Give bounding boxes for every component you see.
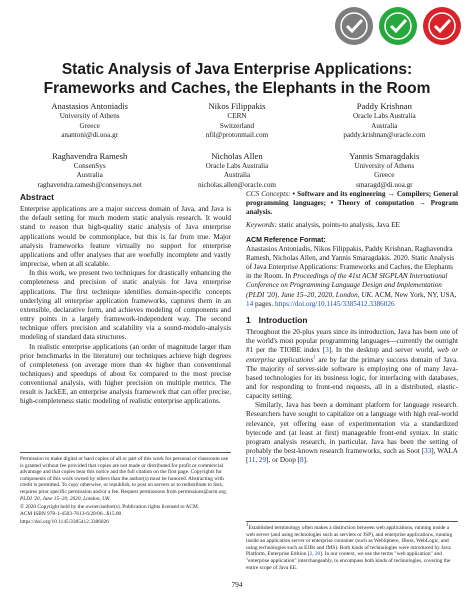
footnote-number: 1	[246, 523, 249, 529]
ccs-concepts	[246, 190, 458, 217]
citation-link[interactable]: 20	[314, 551, 321, 558]
author-5	[165, 151, 308, 191]
author-4	[18, 151, 161, 191]
author-name: Nicholas Allen	[211, 150, 263, 161]
copyright-block	[20, 452, 231, 526]
author-country: Australia	[76, 171, 103, 180]
abstract-paragraph-2: In this work, we present two techniques for drastically enhancing the completeness and precision of static analysis for Java enterprise applications. The first technique identifies domain-specific concepts underlying all enterprise application frameworks, captures them in an extensible, declarative form, and achieves modeling of components and entry points in a largely framework-independent way. The second technique offers precision and scalability via a sound-modulo-analysis modeling of standard data structures.	[20, 269, 231, 342]
ccs-text: • Software and its engineering → Compilers; General programming languages; • Theory of computation → Program analysis.	[246, 190, 459, 217]
intro-text: are by far the primary success domain of Java. The majority of server-side software is employing one of many Java-based technologies for its business logic, for interfacing with databases, and for responding to front-end requests, all in a distributed, elastic-capacity setting.	[246, 355, 458, 401]
citation-link[interactable]: 11	[248, 456, 256, 465]
abstract-paragraph-1: Enterprise applications are a major success domain of Java, and Java is the default setting for much modern static analysis research. It would stand to reason that high-quality static analysis of Java enterprise applications would be commonplace, but this is far from true. Major analysis frameworks feature virtually no support for enterprise applications and offer analyses that are woefully incomplete and vastly imprecise, when at all scalable.	[20, 205, 231, 269]
author-affiliation: University of Athens	[59, 112, 120, 120]
author-1	[18, 101, 161, 141]
left-column	[20, 193, 231, 407]
conference-venue: PLDI '20, June 15–20, 2020, London, UK	[20, 496, 110, 503]
author-affiliation: ConsenSys	[73, 161, 106, 170]
introduction-heading	[246, 316, 458, 325]
author-3	[313, 101, 456, 141]
author-email[interactable]: anantoni@di.uoa.gr	[61, 131, 119, 140]
reference-proceedings: Proceedings of the 41st ACM SIGPLAN International Conference on Programming Language Design and Implementation (PLDI '20), June 15–20, 2020, London, UK.	[246, 272, 448, 299]
reference-format	[246, 245, 458, 309]
citation-link[interactable]: 29	[258, 456, 267, 465]
author-2	[165, 101, 308, 141]
ccs-label: CCS Concepts:	[246, 190, 291, 198]
reference-pages-word: pages.	[254, 299, 274, 308]
artifact-badges	[334, 6, 462, 46]
artifact-badge-grey-icon	[334, 6, 374, 46]
introduction-section	[246, 316, 458, 466]
permission-notice: Permission to make digital or hard copies of all or part of this work for personal or classroom use is granted without fee provided that copies are not made or distributed for profit or commercial advantage and that copies bear this notice and the full citation on the first page. Copyrights for components of this work owned by others than the author(s) must be honored. Abstracting with credit is permitted. To copy otherwise, or republish, to post on servers or to redistribute to lists, requires prior specific permission and/or a fee. Request permissions from permissions@acm.org.	[20, 456, 229, 495]
abstract-heading: Abstract	[20, 192, 54, 202]
author-affiliation: Oracle Labs Australia	[352, 112, 416, 120]
reference-format-heading: ACM Reference Format:	[246, 236, 326, 244]
citation-link[interactable]: 3	[325, 346, 329, 355]
citation-link[interactable]: 8	[300, 456, 304, 465]
author-6	[313, 151, 456, 191]
footnote: 1Established terminology often makes a distinction between web applications, running inside a web server (and using technologies such as servlets or JSP), and enterprise applications, running inside an application server or enterprise container (such as WebSphere, JBoss, WebLogic, and using technologies such as EJBs and JMS). Both kinds of technologies were introduced by Java Platform, Enterprise Edition [2, 20]. In our context, we use the terms "web application" and "enterprise application" interchangeably, to encompass both kinds of technologies, covering the entire scope of Java EE.	[246, 521, 458, 571]
author-country: Australia	[223, 171, 251, 180]
author-name: Nikos Filippakis	[208, 101, 266, 111]
copyright-notice: © 2020 Copyright held by the owner/author(s). Publication rights licensed to ACM.	[20, 503, 200, 510]
paper-title-line-2: Frameworks and Caches, the Elephants in the Room	[43, 80, 431, 97]
author-affiliation: University of Athens	[354, 161, 415, 170]
intro-text: ], or Doop [	[266, 456, 301, 465]
intro-paragraph-1	[246, 328, 458, 401]
abstract-paragraph-3: In realistic enterprise applications (an order of magnitude larger than prior benchmarks in the literature) our techniques achieve high degrees of completeness (on average more than 4x higher than conventional techniques) and speedups of about 6x compared to the most precise conventional analysis, with higher precision on multiple metrics. The result is JackEE, an enterprise analysis framework that can offer precise, high-completeness static modeling of realistic enterprise applications.	[20, 342, 231, 406]
citation-link[interactable]: 2	[309, 551, 313, 558]
doi-link[interactable]: https://doi.org/10.1145/3385412.3386026	[20, 518, 109, 525]
section-number: 1	[246, 314, 251, 325]
reference-tail: ACM, New York, NY, USA,	[374, 290, 457, 299]
section-title: Introduction	[258, 314, 308, 325]
artifact-badge-red-icon	[422, 6, 462, 46]
author-name: Yannis Smaragdakis	[349, 150, 420, 161]
intro-emphasis: web or enterprise applications	[246, 346, 459, 364]
keywords-label: Keywords:	[246, 221, 277, 230]
footnote-text: Established terminology often makes a distinction between web applications, running inside a web server (and using technologies such as servlets or JSP), and enterprise applications, running inside an application server or enterprise container (such as WebSphere, JBoss, WebLogic, and using technologies such as EJBs and JMS). Both kinds of technologies were introduced by Java Platform, Enterprise Edition [	[246, 525, 453, 558]
intro-text: ], WALA [	[246, 447, 458, 465]
artifact-badge-green-icon	[378, 6, 418, 46]
author-name: Raghavendra Ramesh	[52, 150, 128, 161]
author-country: Greece	[374, 171, 395, 180]
author-email[interactable]: raghavendra.ramesh@consensys.net	[37, 180, 142, 189]
author-email[interactable]: paddy.krishnan@oracle.com	[343, 131, 426, 140]
author-email[interactable]: smaragd@di.uoa.gr	[356, 180, 413, 189]
intro-text: ].	[303, 456, 308, 465]
author-affiliation: Oracle Labs Australia	[205, 161, 269, 170]
citation-link[interactable]: 33	[424, 447, 432, 456]
author-name: Anastasios Antoniadis	[51, 101, 128, 111]
intro-text: ]. In the desktop and server world,	[328, 346, 438, 355]
author-name: Paddy Krishnan	[356, 101, 412, 111]
author-country: Switzerland	[219, 121, 255, 130]
author-country: Greece	[79, 121, 100, 130]
reference-doi-link[interactable]: https://doi.org/10.1145/3385412.3386026	[274, 299, 395, 308]
author-block	[18, 101, 456, 191]
footnote-marker[interactable]: 1	[313, 355, 316, 361]
author-country: Australia	[371, 121, 398, 130]
author-email[interactable]: nfil@protonmail.com	[205, 131, 269, 140]
right-column	[246, 190, 458, 465]
keywords-text: static analysis, points-to analysis, Java EE	[278, 221, 400, 230]
page-number: 794	[231, 580, 243, 589]
paper-title-line-1: Static Analysis of Java Enterprise Applications:	[61, 61, 413, 78]
isbn: ACM ISBN 978-1-4503-7613-6/20/06...$15.00	[20, 511, 122, 518]
paper-title	[20, 60, 454, 98]
intro-text: Similarly, Java has been a dominant platform for language research. Researchers have sought to capitalize on a language with high real-world relevance, yet offering ease of experimentation via a standardized bytecode and (at least at first) manageable front-end syntax. In static program analysis research, in particular, Java has been the setting of probably the best-known research frameworks, such as Soot [	[246, 401, 458, 456]
author-affiliation: CERN	[227, 112, 247, 120]
intro-paragraph-2: Similarly, Java has been a dominant platform for language research. Researchers have sought to capitalize on a language with high real-world relevance, yet offering ease of experimentation via a standardized bytecode and (at least at first) manageable front-end syntax. In static program analysis research, in particular, Java has been the setting of probably the best-known research frameworks, such as Soot [33], WALA [11, 29], or Doop [8].	[246, 401, 458, 465]
intro-text: Throughout the 20-plus years since its introduction, Java has been one of the world's most popular programming languages—currently the outright #1 per the TIOBE index [	[246, 328, 458, 355]
keywords	[246, 221, 458, 230]
reference-authors: Anastasios Antoniadis, Nikos Filippakis, Paddy Krishnan, Raghavendra Ramesh, Nicholas Allen, and Yannis Smaragdakis. 2020. Static Analysis of Java Enterprise Applications: Frameworks and Caches, the Elephants in the Room. In	[246, 244, 455, 281]
author-email[interactable]: nicholas.allen@oracle.com	[197, 180, 277, 189]
reference-pages[interactable]: 14	[246, 299, 254, 308]
footnote-tail: ]. In our context, we use the terms "web application" and "enterprise application" interchangeably, to encompass both kinds of technologies, covering the entire scope of Java EE.	[246, 551, 451, 571]
